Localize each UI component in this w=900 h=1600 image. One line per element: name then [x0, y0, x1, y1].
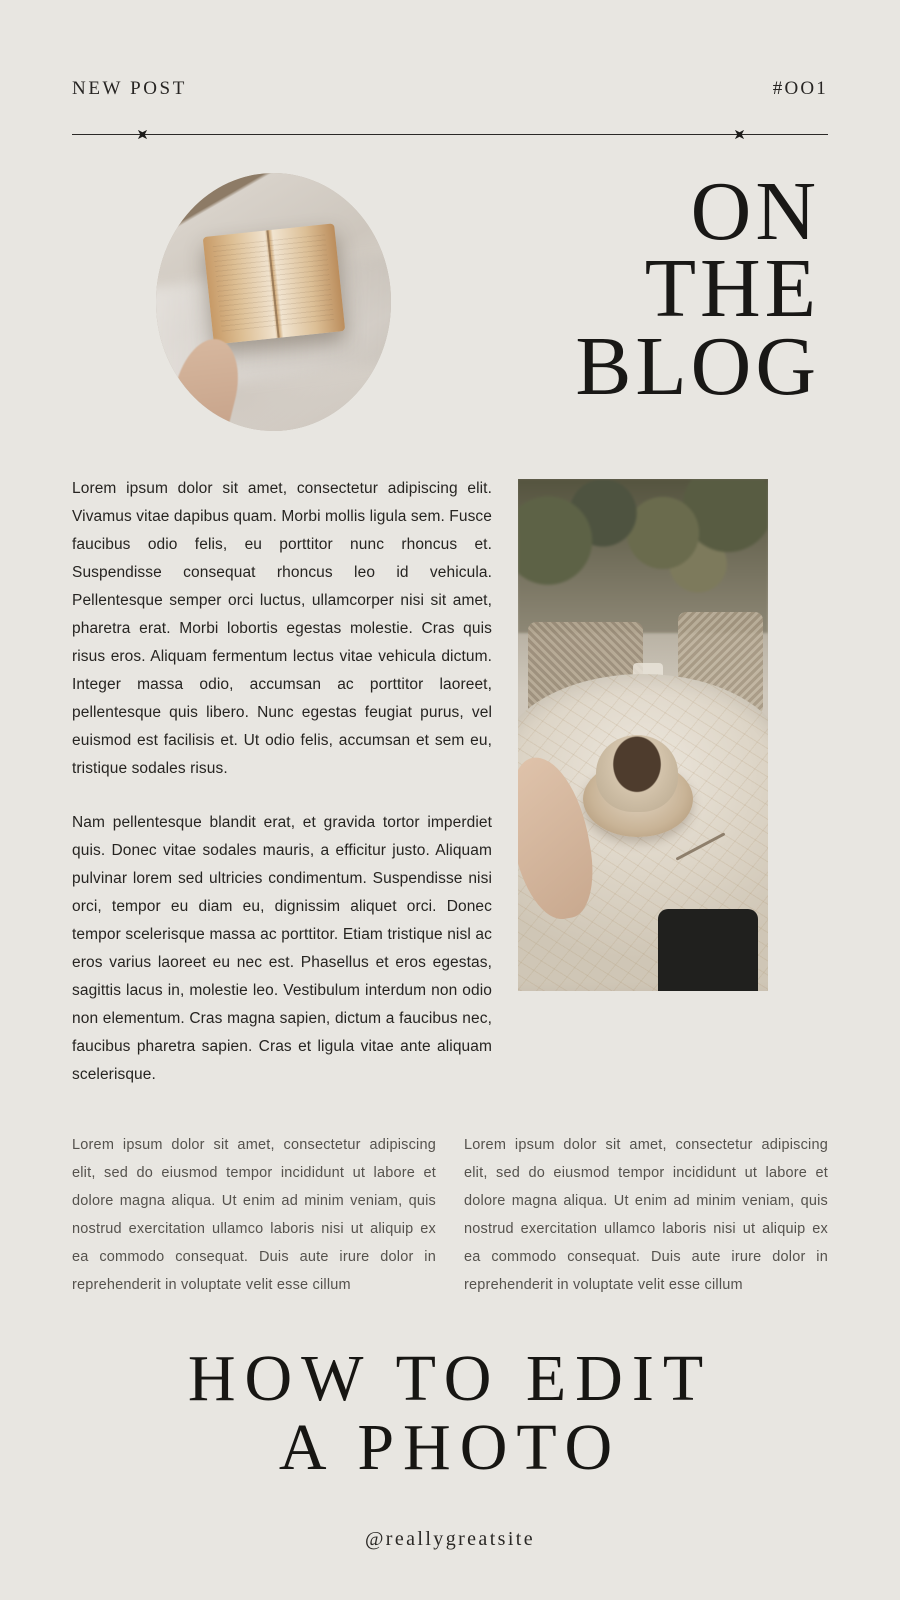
secondary-column-1: Lorem ipsum dolor sit amet, consectetur adipiscing elit, sed do eiusmod tempor incididunt ut labore et dolore magna aliqua. Ut enim ad minim veniam, quis nostrud exercitation ullamco laboris nisi ut aliquip ex ea commodo consequat. Duis aute irure dolor in reprehenderit in voluptate velit esse cillum: [72, 1137, 436, 1293]
coffee-image: [518, 479, 768, 991]
social-handle: @reallygreatsite: [364, 1528, 536, 1551]
header-label: NEW POST: [72, 78, 187, 99]
hero-title-line-3: BLOG: [575, 319, 820, 413]
article-paragraph-1: Lorem ipsum dolor sit amet, consectetur adipiscing elit. Vivamus vitae dapibus quam. Morbi mollis ligula sem. Fusce faucibus odio felis, eu porttitor nunc rhoncus et. Suspendisse consequat rhoncus leo id vehicula. Pellentesque semper orci luctus, ullamcorper nisi sit amet, pharetra erat. Morbi lobortis egestas molestie. Cras quis risus eros. Aliquam fermentum lectus vitae vehicula dictum. Integer massa odio, accumsan ac porttitor laoreet, pellentesque quis libero. Nunc egestas feugiat purus, vel euismod est facilisis et. Ut odio felis, accumsan et sem eu, tristique sodales risus.: [72, 480, 492, 777]
divider-line: [72, 134, 828, 135]
header-issue-number: #OO1: [772, 78, 828, 99]
ornamental-divider: [72, 127, 828, 141]
hero-title-line-1: ON: [690, 165, 820, 258]
footer-headline-line-1: HOW TO EDIT: [187, 1342, 713, 1415]
article-text-column: [72, 475, 492, 1089]
coffee-cup: [596, 735, 679, 812]
book-text-lines: [213, 234, 334, 333]
page-header: [72, 0, 828, 100]
hero-title-line-2: THE: [644, 242, 820, 336]
lap: [658, 909, 758, 991]
footer-headline-line-2: A PHOTO: [278, 1410, 622, 1484]
secondary-column-2: Lorem ipsum dolor sit amet, consectetur adipiscing elit, sed do eiusmod tempor incididunt ut labore et dolore magna aliqua. Ut enim ad minim veniam, quis nostrud exercitation ullamco laboris nisi ut aliquip ex ea commodo consequat. Duis aute irure dolor in reprehenderit in voluptate velit esse cillum: [464, 1137, 828, 1293]
article-paragraph-2: Nam pellentesque blandit erat, et gravida tortor imperdiet quis. Donec vitae sodales mauris, a efficitur justo. Aliquam pulvinar lorem sed ultricies condimentum. Suspendisse nisi orci, tempor eu diam eu, dignissim aliquet orci. Donec tempor scelerisque massa ac porttitor. Etiam tristique nisl ac eros varius laoreet eu nec est. Phasellus et eros egestas, sagittis lacus in, molestie leo. Vestibulum interdum non odio non elementum. Cras magna sapien, dictum a faucibus nec, faucibus pharetra sapien. Cras et ligula vitae ante aliquam scelerisque.: [72, 814, 492, 1083]
main-content: [72, 475, 828, 1089]
hero-title: [391, 165, 828, 413]
hero-section: [72, 165, 828, 431]
secondary-columns: [72, 1131, 828, 1299]
hero-image-book: [156, 173, 391, 431]
foliage: [518, 479, 768, 633]
footer-headline: [72, 1342, 828, 1484]
